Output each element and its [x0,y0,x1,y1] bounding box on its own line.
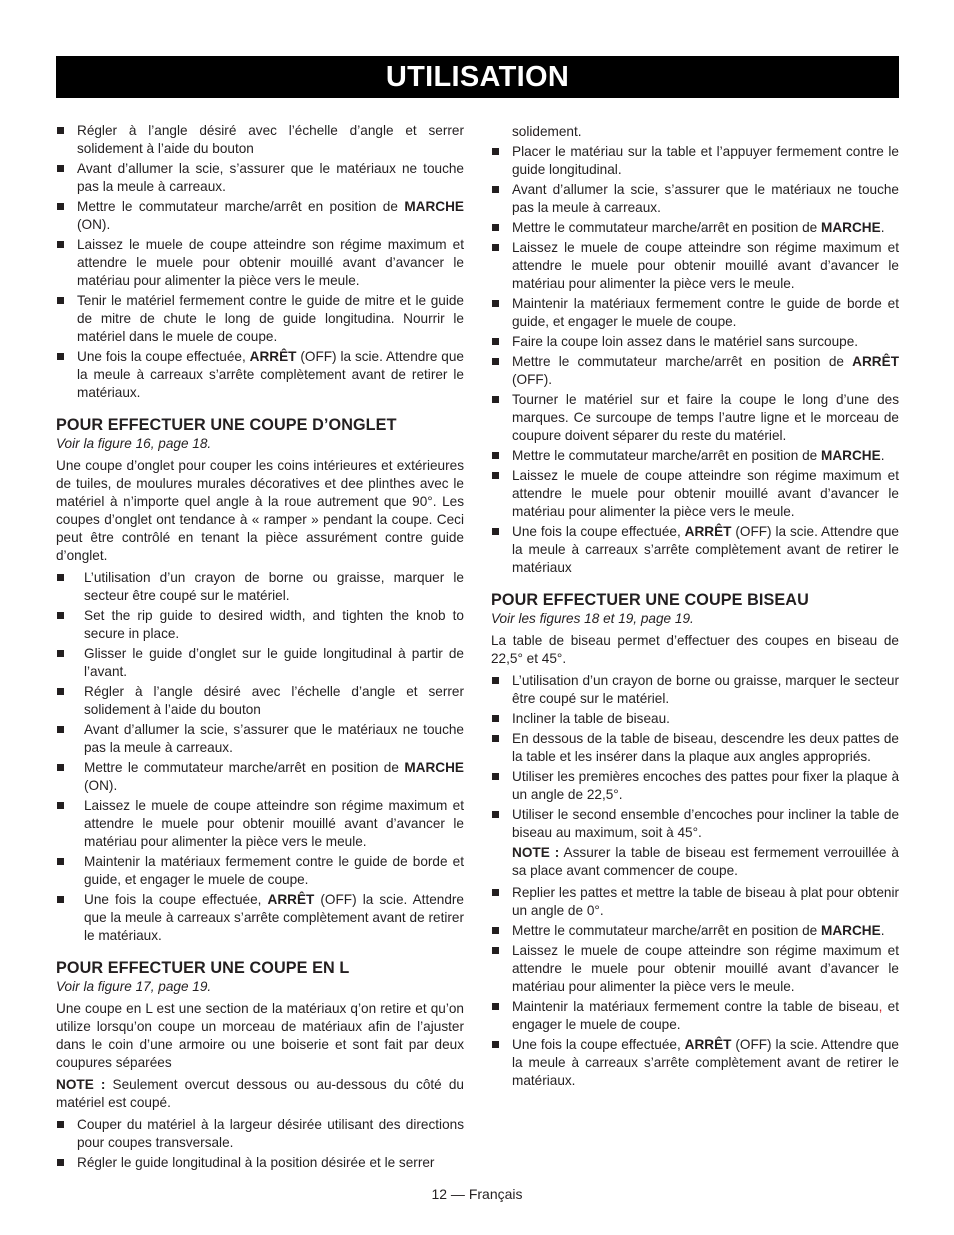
list-item: Utiliser le second ensemble d’encoches pour incliner la table de biseau au maximum, soit à 45°. [491,806,899,842]
list-item: Placer le matériau sur la table et l’appuyer fermement contre le guide longitudinal. [491,143,899,179]
note-label: NOTE : [56,1077,106,1092]
list-item [56,759,464,795]
biseau-note [491,844,899,880]
emphasis-text: ARRÊT [249,349,297,364]
list-item [491,523,899,577]
list-item: Laissez le muele de coupe atteindre son régime maximum et attendre le muele pour obtenir mouillé avant d’avancer le matériau pour alimenter la pièce vers le meule. [491,467,899,521]
biseau-heading: POUR EFFECTUER UNE COUPE BISEAU [491,591,809,609]
biseau-figure-ref: Voir les figures 18 et 19, page 19. [491,611,694,626]
list-item [491,447,899,465]
biseau-paragraph: La table de biseau permet d’effectuer des coupes en biseau de 22,5° et 45°. [491,633,899,666]
item-text: , [878,999,883,1014]
list-item: Tourner le matériel sur et faire la coupe le long d’une des marques. Ce surcoupe de temps l’autre ligne et le morceau de coupure doivent séparer du reste du matériel. [491,391,899,445]
item-text: . [880,923,885,938]
list-item [56,348,464,402]
left-column [56,122,464,1174]
item-text: (OFF) la scie. Attendre que la meule à carreaux s’arrête complètement avant de retirer le matériaux. [77,349,464,400]
list-item: Maintenir la matériaux fermement contre le guide de borde et guide, et engager le muele de coupe. [491,295,899,331]
onglet-figure-ref: Voir la figure 16, page 18. [56,436,212,451]
item-text: (ON). [84,778,118,793]
list-item: Avant d’allumer la scie, s’assurer que le matériaux ne touche pas la meule à carreaux. [56,160,464,196]
note-text: Assurer la table de biseau est fermement verrouillée à sa place avant commencer de coupe. [512,845,899,878]
item-text: Mettre le commutateur marche/arrêt en position de [512,220,822,235]
emphasis-text: MARCHE [821,220,881,235]
onglet-paragraph: Une coupe d’onglet pour couper les coins intérieures et extérieures de tuiles, de moulures murales décoratives et dee plinthes avec le matériel à n’importe quel angle à la roue autrement que 90°. Les coupes d’onglet ont tendance à « ramper » pendant la coupe. Ceci peut être contrôlé en tenant la pièce assurément contre guide d’onglet. [56,458,464,563]
item-text: (OFF) la scie. Attendre que la meule à carreaux s’arrête complètement avant de retirer le matériaux [512,524,899,575]
list-item: Incliner la table de biseau. [491,710,899,728]
item-text: Une fois la coupe effectuée, [512,1037,685,1052]
item-text: . [880,220,885,235]
onglet-list [56,569,464,945]
item-text: (OFF) la scie. Attendre que la meule à carreaux s’arrête complètement avant de retirer le matériaux. [512,1037,899,1088]
emphasis-text: ARRÊT [684,524,732,539]
list-item [491,922,899,940]
item-text: (OFF) la scie. Attendre que la meule à carreaux s’arrête complètement avant de retirer le matériaux. [84,892,464,943]
emphasis-text: ARRÊT [852,354,899,369]
list-item: Régler à l’angle désiré avec l’échelle d’angle et serrer solidement à l’aide du bouton [56,683,464,719]
list-item: Maintenir la matériaux fermement contre le guide de borde et guide, et engager le muele de coupe. [56,853,464,889]
page-title: UTILISATION [56,56,899,98]
list-item: Régler le guide longitudinal à la position désirée et le serrer [56,1154,464,1172]
enl-heading: POUR EFFECTUER UNE COUPE EN L [56,959,350,977]
item-text: et engager le muele de coupe. [512,999,899,1032]
right-column [491,123,899,1092]
item-text: Une fois la coupe effectuée, [512,524,685,539]
list-item: Avant d’allumer la scie, s’assurer que le matériaux ne touche pas la meule à carreaux. [491,181,899,217]
item-text: (ON). [77,217,111,232]
item-text: Mettre le commutateur marche/arrêt en position de [512,923,822,938]
emphasis-text: MARCHE [821,448,881,463]
enl-paragraph: Une coupe en L est une section de la matériaux q’on retire et qu’on utilize lorsqu’on coupe un morceau de matériaux afin de l’ajuster dans le coin d’une armoire ou une boiserie et sont fait par deux coupures séparées [56,1001,464,1070]
intro-list [56,122,464,402]
onglet-heading: POUR EFFECTUER UNE COUPE D’ONGLET [56,416,397,434]
page-footer: 12 — Français [431,1186,523,1202]
list-item [491,998,899,1034]
list-item: Laissez le muele de coupe atteindre son régime maximum et attendre le muele pour obtenir mouillé avant d’avancer le matériau pour alimenter la pièce vers le meule. [491,942,899,996]
list-item: Avant d’allumer la scie, s’assurer que le matériaux ne touche pas la meule à carreaux. [56,721,464,757]
list-item: Replier les pattes et mettre la table de biseau à plat pour obtenir un angle de 0°. [491,884,899,920]
list-item: Régler à l’angle désiré avec l’échelle d’angle et serrer solidement à l’aide du bouton [56,122,464,158]
list-item [491,353,899,389]
enl-list-continued [491,143,899,577]
item-text: Mettre le commutateur marche/arrêt en position de [77,199,405,214]
list-item: Tenir le matériel fermement contre le guide de mitre et le guide de mitre de chute le long de guide longitudina. Nourrir le matériel dans le muele de coupe. [56,292,464,346]
list-item: Utiliser les premières encoches des pattes pour fixer la plaque à un angle de 22,5°. [491,768,899,804]
item-text: Maintenir la matériaux fermement contre la table de biseau [512,999,879,1014]
emphasis-text: ARRÊT [684,1037,732,1052]
list-item [56,891,464,945]
item-text: Mettre le commutateur marche/arrêt en position de [84,760,405,775]
emphasis-text: MARCHE [821,923,881,938]
list-item: En dessous de la table de biseau, descendre les deux pattes de la table et les insérer dans la plaque aux angles appropriés. [491,730,899,766]
item-text: Une fois la coupe effectuée, [77,349,250,364]
enl-list [56,1116,464,1172]
list-item [491,1036,899,1090]
emphasis-text: MARCHE [404,199,464,214]
enl-note [56,1076,464,1112]
list-item: Set the rip guide to desired width, and tighten the knob to secure in place. [56,607,464,643]
item-text: Une fois la coupe effectuée, [84,892,268,907]
list-item: Glisser le guide d’onglet sur le guide longitudinal à partir de l’avant. [56,645,464,681]
emphasis-text: ARRÊT [267,892,315,907]
biseau-list-a [491,672,899,842]
list-item [491,219,899,237]
continued-text: solidement. [512,124,582,139]
list-item: Laissez le muele de coupe atteindre son régime maximum et attendre le muele pour obtenir mouillé avant d’avancer le matériau pour alimenter la pièce vers le meule. [56,797,464,851]
list-item: Laissez le muele de coupe atteindre son régime maximum et attendre le muele pour obtenir mouillé avant d’avancer le matériau pour alimenter la pièce vers le meule. [491,239,899,293]
note-text: Seulement overcut dessous ou au-dessous du côté du matériel est coupé. [56,1077,464,1110]
list-item [56,198,464,234]
note-label: NOTE : [512,845,560,860]
biseau-list-b [491,884,899,1090]
list-item: Couper du matériel à la largeur désirée utilisant des directions pour coupes transversale. [56,1116,464,1152]
emphasis-text: MARCHE [404,760,464,775]
list-item: Faire la coupe loin assez dans le matériel sans surcoupe. [491,333,899,351]
enl-figure-ref: Voir la figure 17, page 19. [56,979,212,994]
item-text: Mettre le commutateur marche/arrêt en position de [512,354,853,369]
list-item: L’utilisation d’un crayon de borne ou graisse, marquer le secteur être coupé sur le matériel. [56,569,464,605]
item-text: (OFF). [512,372,553,387]
list-item: Laissez le muele de coupe atteindre son régime maximum et attendre le muele pour obtenir mouillé avant d’avancer le matériau pour alimenter la pièce vers le meule. [56,236,464,290]
list-item: L’utilisation d’un crayon de borne ou graisse, marquer le secteur être coupé sur le matériel. [491,672,899,708]
item-text: Mettre le commutateur marche/arrêt en position de [512,448,822,463]
item-text: . [880,448,885,463]
